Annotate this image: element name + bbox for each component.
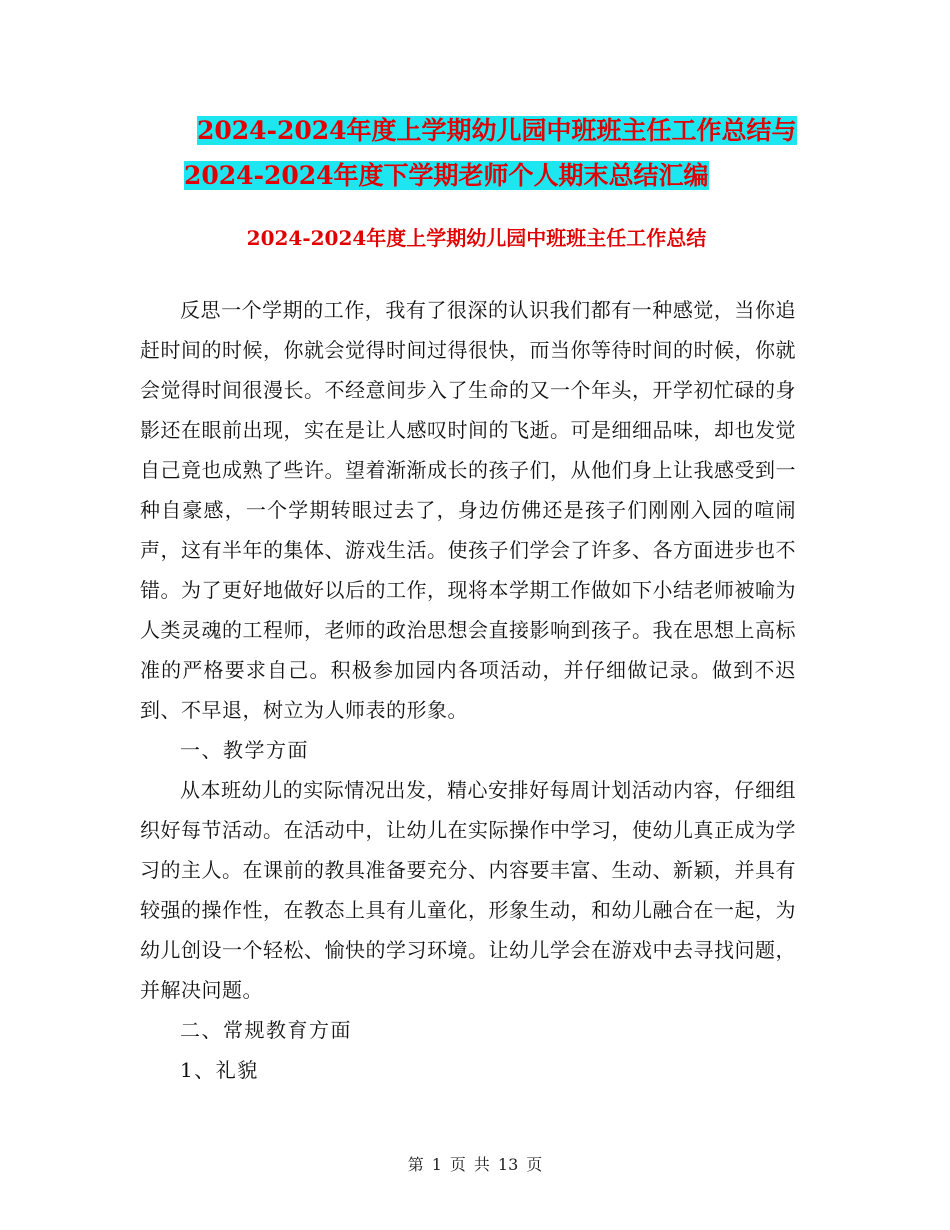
page-footer: [0, 1153, 950, 1177]
title-highlight: 2024-2024年度下学期老师个人期末总结汇编: [184, 161, 709, 190]
footer-total-unit: 页: [526, 1155, 543, 1174]
paragraph-teaching: 从本班幼儿的实际情况出发，精心安排好每周计划活动内容，仔细组织好每节活动。在活动中，让幼儿在实际操作中学习，使幼儿真正成为学习的主人。在课前的教具准备要充分、内容要丰富、生动、新颖，并具有较强的操作性，在教态上具有儿童化，形象生动，和幼儿融合在一起，为幼儿创设一个轻松、愉快的学习环境。让幼儿学会在游戏中去寻找问题，并解决问题。: [140, 778, 796, 1002]
document-title-line-2: [140, 153, 840, 198]
heading-routine-education: 二、常规教育方面: [180, 1018, 352, 1042]
heading-manners: 1、礼貌: [180, 1058, 259, 1082]
document-title-line-1: [140, 108, 840, 153]
document-title: [140, 108, 840, 198]
document-body: [140, 290, 796, 1090]
footer-page-number: 1: [431, 1155, 442, 1174]
footer-page-unit: 页: [449, 1155, 466, 1174]
footer-total-label: 共: [473, 1155, 490, 1174]
title-highlight: 2024-2024年度上学期幼儿园中班班主任工作总结与: [197, 116, 797, 145]
footer-page-label: 第: [407, 1155, 424, 1174]
heading-teaching: 一、教学方面: [180, 738, 309, 762]
footer-total-pages: 13: [497, 1155, 519, 1174]
paragraph-intro: 反思一个学期的工作，我有了很深的认识我们都有一种感觉，当你追赶时间的时候，你就会觉得时间过得很快，而当你等待时间的时候，你就会觉得时间很漫长。不经意间步入了生命的又一个年头，开学初忙碌的身影还在眼前出现，实在是让人感叹时间的飞逝。可是细细品味，却也发觉自己竟也成熟了些许。望着渐渐成长的孩子们，从他们身上让我感受到一种自豪感，一个学期转眼过去了，身边仿佛还是孩子们刚刚入园的喧闹声，这有半年的集体、游戏生活。使孩子们学会了许多、各方面进步也不错。为了更好地做好以后的工作，现将本学期工作做如下小结老师被喻为人类灵魂的工程师，老师的政治思想会直接影响到孩子。我在思想上高标准的严格要求自己。积极参加园内各项活动，并仔细做记录。做到不迟到、不早退，树立为人师表的形象。: [140, 298, 796, 722]
section-title: 2024-2024年度上学期幼儿园中班班主任工作总结: [246, 226, 707, 250]
